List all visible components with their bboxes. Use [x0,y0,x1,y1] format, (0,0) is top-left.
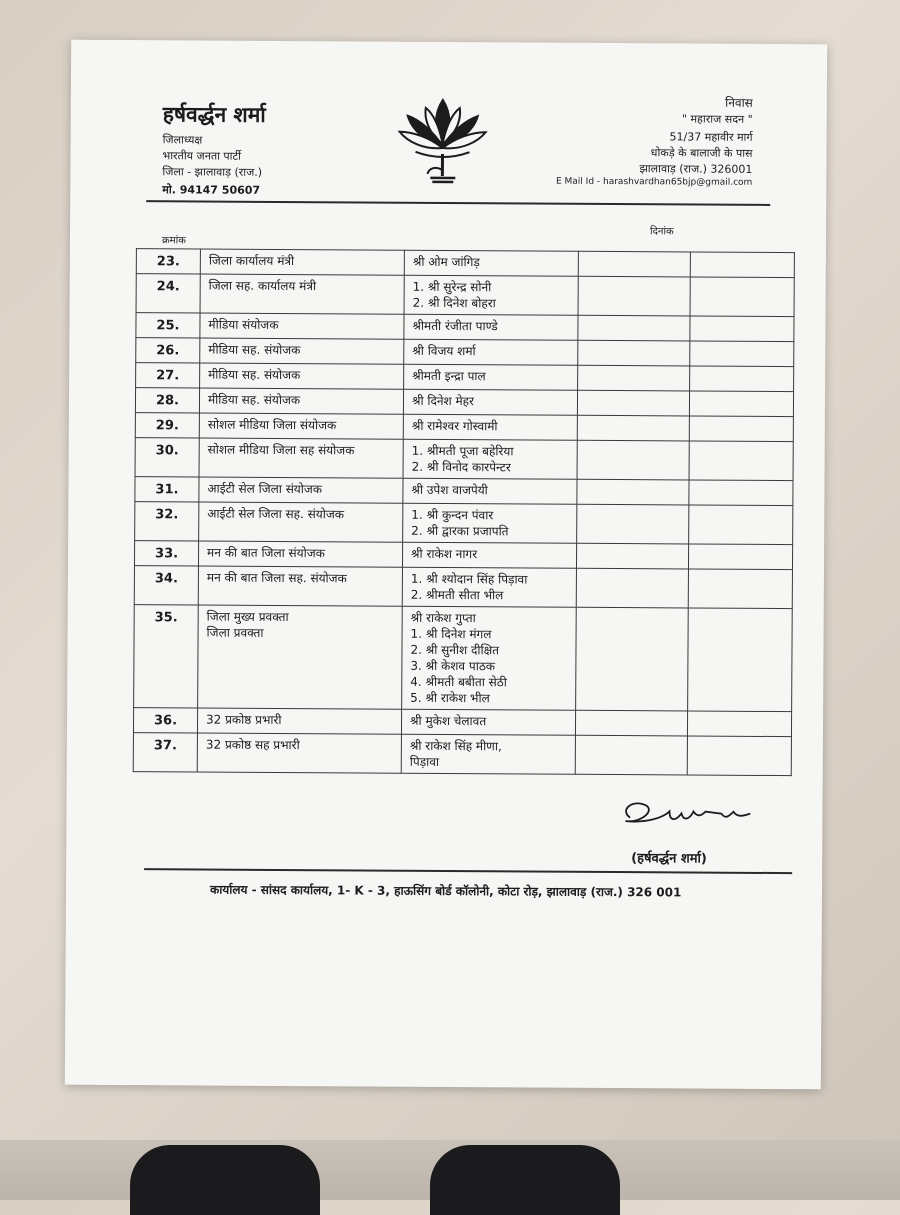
names-cell [404,275,578,315]
member-name: श्री दिनेश मेहर [411,393,475,409]
blank-cell [576,607,689,711]
blank-cell [577,415,689,441]
post-cell [199,502,403,542]
member-name: श्री राकेश गुप्ता [410,610,476,626]
serial-number: 37. [133,733,197,772]
member-name: श्रीमती इन्द्रा पाल [412,368,486,384]
member-name: पिड़ावा [409,754,440,769]
kramank-label: क्रमांक [161,235,186,247]
blank-cell [578,276,690,316]
post-title: आईटी सेल जिला संयोजक [207,481,323,497]
names-cell [402,567,576,607]
address-line-2: धोकड़े के बालाजी के पास [650,146,753,160]
names-cell [403,414,577,440]
serial-number: 31. [135,477,199,502]
table-row [133,733,791,776]
residence-name: " महाराज सदन " [681,112,753,126]
blank-cell [577,479,689,505]
names-cell [403,478,577,504]
blank-cell [575,735,687,775]
blank-cell [687,711,791,737]
post-title: 32 प्रकोष्ठ प्रभारी [206,712,282,727]
member-name: 1. श्री कुन्दन पंवार [411,507,494,523]
member-name: 2. श्री सुनीश दीक्षित [410,642,500,658]
member-name: 1. श्री दिनेश मंगल [410,626,492,642]
sender-district: जिला - झालावाड़ (राज.) [162,165,263,179]
blank-cell [577,390,689,416]
post-cell [199,413,403,439]
post-cell [198,566,402,606]
post-title: मन की बात जिला संयोजक [207,545,325,561]
post-cell [200,313,404,339]
blank-cell [689,391,793,417]
serial-number: 30. [135,438,199,477]
blank-cell [687,736,791,776]
member-name: 5. श्री राकेश भील [410,690,490,706]
post-cell [199,438,403,478]
member-name: 4. श्रीमती बबीता सेठी [410,674,507,690]
dinank-label: दिनांक [650,226,674,238]
serial-number: 36. [133,708,197,733]
table-row [134,566,792,609]
member-name: श्री मुकेश चेलावत [410,713,487,729]
shoe-right [430,1145,620,1215]
blank-cell [689,441,793,481]
member-name: श्री राकेश नागर [411,546,478,562]
appointments-table [133,248,795,776]
member-name: श्री उपेश वाजपेयी [411,482,488,498]
sender-designation: जिलाध्यक्ष [162,133,203,147]
blank-cell [576,568,688,608]
blank-cell [688,569,792,609]
member-name: 2. श्री दिनेश बोहरा [412,295,496,311]
table-row [136,274,794,317]
member-name: 1. श्री श्योदान सिंह पिड़ावा [410,571,528,587]
blank-cell [578,365,690,391]
handwritten-signature [611,795,761,836]
sender-party: भारतीय जनता पार्टी [162,149,241,163]
blank-cell [578,251,690,277]
names-cell [403,439,577,479]
names-cell [404,314,578,340]
post-cell [197,708,401,734]
member-name: श्री विजय शर्मा [412,343,476,359]
post-cell [200,274,404,314]
member-name: 1. श्री सुरेन्द्र सोनी [412,279,492,295]
serial-number: 35. [134,605,199,708]
blank-cell [690,341,794,367]
blank-cell [577,504,689,544]
member-name: 2. श्री द्वारका प्रजापति [411,523,509,539]
post-cell [198,605,403,709]
post-title: मीडिया सह. संयोजक [207,392,301,408]
member-name: श्रीमती रंजीता पाण्डे [412,318,498,334]
table-row [135,438,793,481]
serial-number: 24. [136,274,200,313]
serial-number: 23. [136,249,200,274]
post-cell [197,733,401,773]
member-name: श्री ओम जांगिड़ [412,254,480,270]
names-cell [404,250,578,276]
blank-cell [690,366,794,392]
serial-number: 29. [135,413,199,438]
header-divider [146,200,770,206]
member-name: श्री रामेश्वर गोस्वामी [411,418,498,434]
blank-cell [578,340,690,366]
post-title: जिला सह. कार्यालय मंत्री [208,278,317,294]
member-name: श्री राकेश सिंह मीणा, [409,738,502,754]
blank-cell [689,505,793,545]
blank-cell [577,440,689,480]
member-name: 2. श्री विनोद कारपेन्टर [411,459,511,475]
post-title-secondary: जिला प्रवक्ता [206,625,264,640]
blank-cell [576,543,688,569]
serial-number: 26. [136,338,200,363]
names-cell [404,364,578,390]
names-cell [403,503,577,543]
signatory-name: (हर्षवर्द्धन शर्मा) [631,851,707,867]
blank-cell [575,710,687,736]
serial-number: 28. [135,388,199,413]
post-title: मीडिया संयोजक [208,317,279,332]
post-cell [200,338,404,364]
post-cell [198,541,402,567]
post-title: आईटी सेल जिला सह. संयोजक [207,506,345,522]
address-line-1: 51/37 महावीर मार्ग [669,130,753,144]
post-cell [200,249,404,275]
serial-number: 33. [134,541,198,566]
post-title: सोशल मीडिया जिला संयोजक [207,417,337,433]
table-row [135,502,793,545]
table-row [134,605,793,712]
sender-name: हर्षवर्द्धन शर्मा [162,102,266,127]
names-cell [402,606,577,710]
serial-number: 25. [136,313,200,338]
address-line-3: झालावाड़ (राज.) 326001 [639,162,753,176]
blank-cell [690,277,794,317]
names-cell [402,542,576,568]
names-cell [401,734,575,774]
post-cell [200,363,404,389]
post-title: मीडिया सह. संयोजक [208,367,301,383]
blank-cell [688,608,793,712]
post-title: सोशल मीडिया जिला सह संयोजक [207,442,355,458]
post-title: 32 प्रकोष्ठ सह प्रभारी [205,737,300,753]
member-name: 2. श्रीमती सीता भील [410,587,504,603]
residence-label: निवास [725,95,753,110]
email-address: E Mail Id - harashvardhan65bjp@gmail.com [555,176,753,188]
post-title: जिला कार्यालय मंत्री [208,253,295,269]
sender-mobile: मो. 94147 50607 [162,183,261,197]
lotus-icon [395,92,491,193]
blank-cell [689,480,793,506]
post-cell [199,477,403,503]
names-cell [401,709,575,735]
footer-divider [144,868,792,874]
names-cell [404,339,578,365]
blank-cell [689,416,793,442]
serial-number: 32. [135,502,199,541]
post-title: मन की बात जिला सह. संयोजक [206,570,347,586]
member-name: 1. श्रीमती पूजा बहेरिया [411,443,514,459]
member-name: 3. श्री केशव पाठक [410,658,496,674]
serial-number: 34. [134,566,198,605]
post-title: मीडिया सह. संयोजक [208,342,301,358]
office-address: कार्यालय - सांसद कार्यालय, 1- K - 3, हाऊसिंग बोर्ड कॉलोनी, कोटा रोड़, झालावाड़ (राज.) 326 001 [209,882,682,900]
letterhead-page [65,40,827,1090]
blank-cell [690,252,794,278]
names-cell [403,389,577,415]
blank-cell [690,316,794,342]
blank-cell [688,544,792,570]
blank-cell [578,315,690,341]
post-cell [199,388,403,414]
post-title: जिला मुख्य प्रवक्ता [206,609,289,625]
shoe-left [130,1145,320,1215]
serial-number: 27. [136,363,200,388]
